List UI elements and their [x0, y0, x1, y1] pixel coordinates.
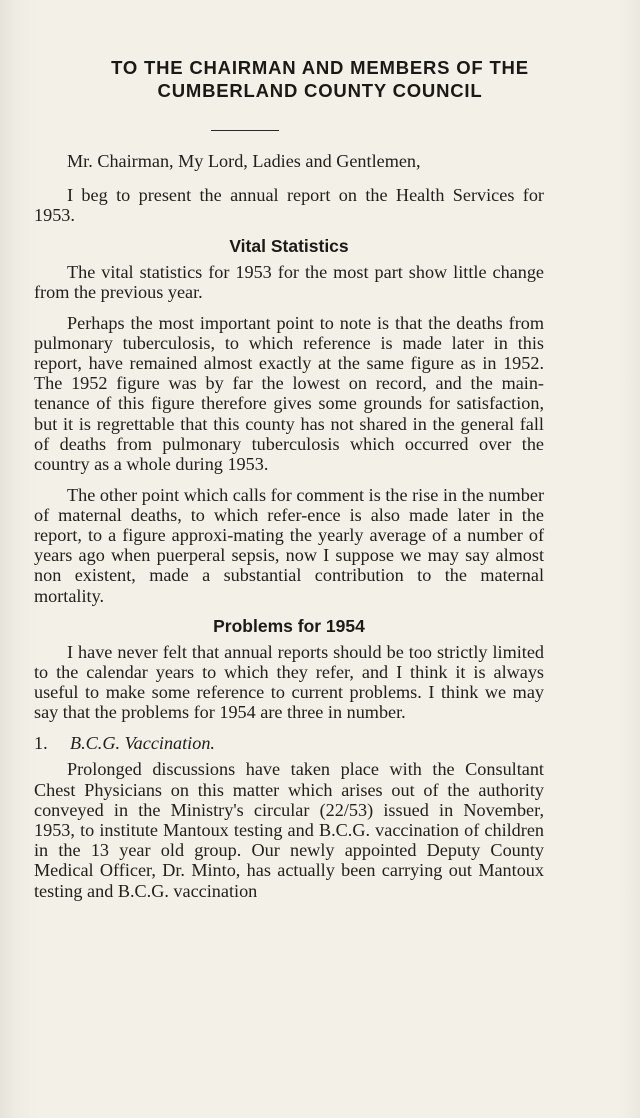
heading-divider	[211, 130, 279, 131]
heading-line-2: CUMBERLAND COUNTY COUNCIL	[157, 80, 483, 101]
problem-item-number: 1.	[34, 733, 48, 754]
vital-statistics-paragraph-1: The vital statistics for 1953 for the most part show little change from the previous year.	[34, 261, 544, 302]
problem-item-title: B.C.G. Vaccination.	[70, 733, 215, 754]
problems-paragraph-1: I have never felt that annual reports should be too strictly limited to the calendar years to which they refer, and I think it is always useful to make some reference to current problems. I think we may say that the problems for 1954 are three in number.	[34, 641, 544, 723]
intro-paragraph: I beg to present the annual report on the Health Services for 1953.	[34, 185, 544, 226]
report-heading	[30, 56, 610, 102]
heading-line-1: TO THE CHAIRMAN AND MEMBERS OF THE	[111, 57, 529, 78]
problem-item-heading	[34, 733, 544, 753]
salutation: Mr. Chairman, My Lord, Ladies and Gentlemen,	[67, 151, 421, 171]
section-title-problems-1954: Problems for 1954	[213, 615, 365, 636]
vital-statistics-paragraph-2: Perhaps the most important point to note is that the deaths from pulmonary tuberculosis, to which reference is made later in this report, have remained almost exactly at the same figure as in 1952. The 1952 figure was by far the lowest on record, and the main-tenance of this figure therefore gives some grounds for satisfaction, but it is regrettable that this county has not shared in the general fall of deaths from pulmonary tuberculosis which occurred over the country as a whole during 1953.	[34, 312, 544, 474]
vital-statistics-paragraph-3: The other point which calls for comment is the rise in the number of maternal deaths, to which refer-ence is also made later in the report, to a figure approxi-mating the yearly average of a number of years ago when puerperal sepsis, now I suppose we may say almost non existent, made a substantial contribution to the maternal mortality.	[34, 484, 544, 606]
bcg-vaccination-paragraph: Prolonged discussions have taken place with the Consultant Chest Physicians on this matter which arises out of the authority conveyed in the Ministry's circular (22/53) issued in November, 1953, to institute Mantoux testing and B.C.G. vaccination of children in the 13 year old group. Our newly appointed Deputy County Medical Officer, Dr. Minto, has actually been carrying out Mantoux testing and B.C.G. vaccination	[34, 759, 544, 901]
section-title-vital-statistics: Vital Statistics	[229, 235, 349, 256]
report-body	[34, 151, 544, 901]
